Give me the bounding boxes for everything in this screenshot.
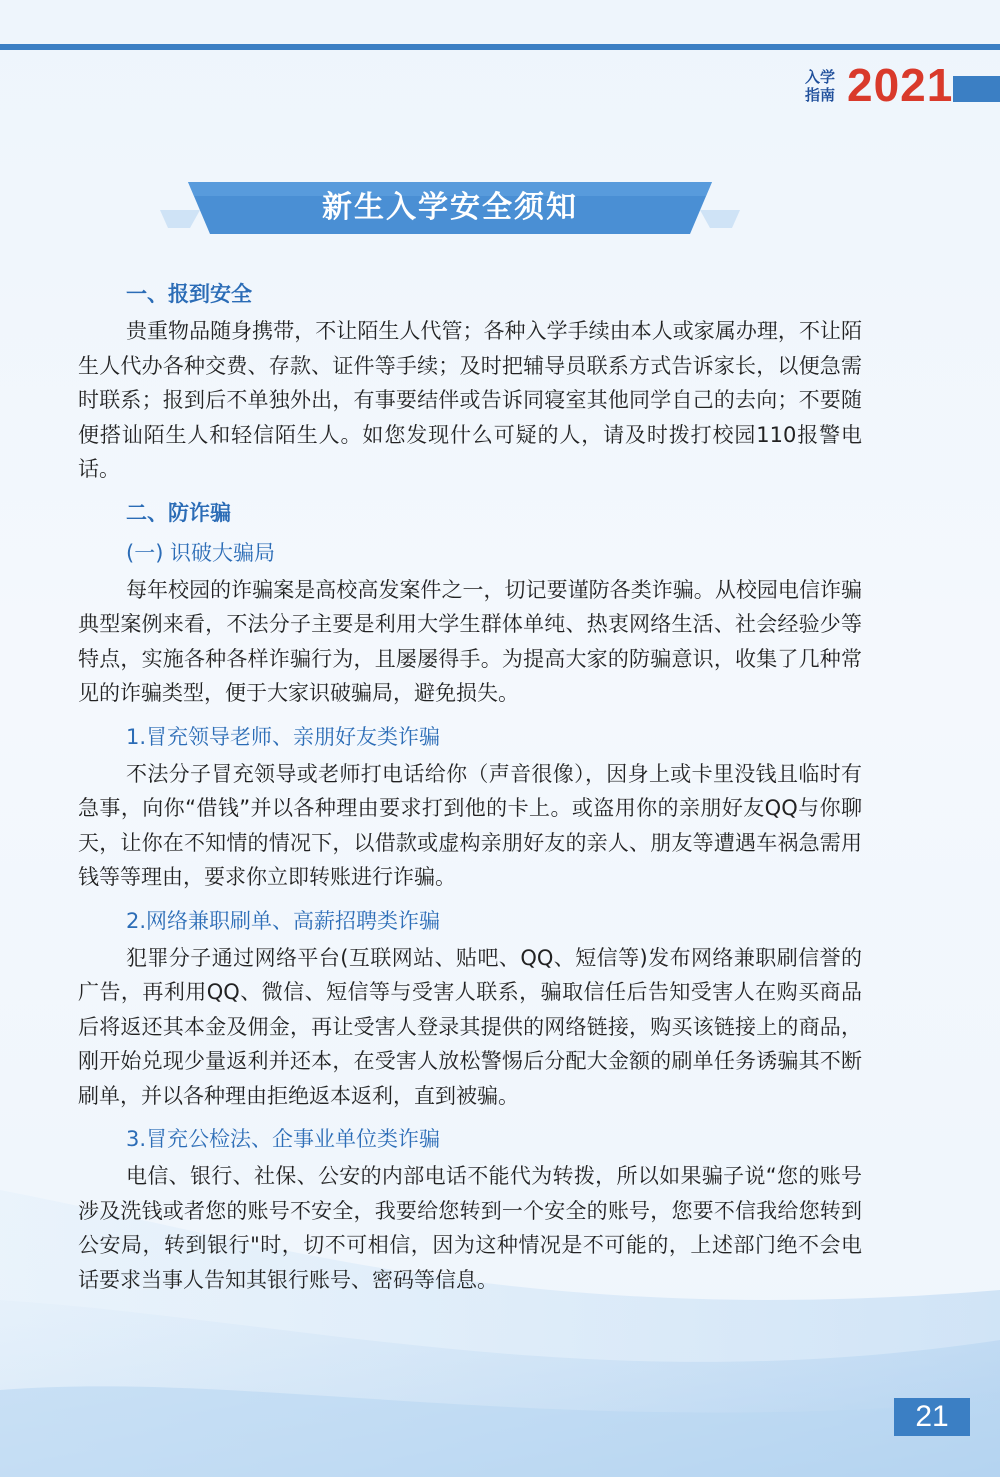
section-heading-anti-fraud: 二、防诈骗 bbox=[126, 500, 231, 525]
guide-line-1: 入学 bbox=[805, 68, 836, 86]
title-banner bbox=[160, 182, 740, 234]
page-title: 新生入学安全须知 bbox=[322, 190, 578, 225]
section-paragraph-registration: 贵重物品随身携带，不让陌生人代管；各种入学手续由本人或家属办理，不让陌生人代办各种交费、存款、证件等手续；及时把辅导员联系方式告诉家长，以便急需时联系；报到后不单独外出，有事要结伴或告诉同寝室其他同学自己的去向；不要随便搭讪陌生人和轻信陌生人。如您发现什么可疑的人，请及时拨打校园110报警电话。 bbox=[78, 319, 862, 481]
page-number: 21 bbox=[894, 1398, 970, 1436]
item-paragraph-online-jobs: 犯罪分子通过网络平台(互联网站、贴吧、QQ、短信等)发布网络兼职刷信誉的广告，再利用QQ、微信、短信等与受害人联系，骗取信任后告知受害人在购买商品后将返还其本金及佣金，再让受害人登录其提供的网络链接，购买该链接上的商品，刚开始兑现少量返利并还本，在受害人放松警惕后分配大金额的刷单任务诱骗其不断刷单，并以各种理由拒绝返本返利，直到被骗。 bbox=[78, 945, 862, 1108]
top-rule bbox=[0, 44, 1000, 50]
article-body bbox=[78, 270, 862, 1303]
guide-line-2: 指南 bbox=[805, 86, 836, 104]
guide-year: 2021 bbox=[847, 59, 954, 111]
guide-label bbox=[805, 68, 845, 104]
guide-year-badge bbox=[805, 59, 1000, 111]
item-heading-online-jobs: 2.网络兼职刷单、高薪招聘类诈骗 bbox=[126, 908, 441, 933]
item-heading-authority-impersonation: 3.冒充公检法、企事业单位类诈骗 bbox=[126, 1127, 441, 1151]
header-accent-bar bbox=[953, 76, 1000, 102]
subheading-recognize-scams: (一) 识破大骗局 bbox=[126, 540, 276, 565]
item-heading-impersonation: 1.冒充领导老师、亲朋好友类诈骗 bbox=[126, 724, 441, 749]
section-paragraph-anti-fraud: 每年校园的诈骗案是高校高发案件之一，切记要谨防各类诈骗。从校园电信诈骗典型案例来看，不法分子主要是利用大学生群体单纯、热衷网络生活、社会经验少等特点，实施各种各样诈骗行为，且屡屡得手。为提高大家的防骗意识，收集了几种常见的诈骗类型，便于大家识破骗局，避免损失。 bbox=[78, 577, 862, 705]
item-paragraph-authority-impersonation: 电信、银行、社保、公安的内部电话不能代为转拨，所以如果骗子说“您的账号涉及洗钱或者您的账号不安全，我要给您转到一个安全的账号，您要不信我给您转到公安局，转到银行"时，切不可相信，因为这种情况是不可能的，上述部门绝不会电话要求当事人告知其银行账号、密码等信息。 bbox=[78, 1164, 862, 1292]
item-paragraph-impersonation: 不法分子冒充领导或老师打电话给你（声音很像），因身上或卡里没钱且临时有急事，向你“借钱”并以各种理由要求打到他的卡上。或盗用你的亲朋好友QQ与你聊天，让你在不知情的情况下，以借款或虚构亲朋好友的亲人、朋友等遭遇车祸急需用钱等等理由，要求你立即转账进行诈骗。 bbox=[78, 761, 862, 889]
section-heading-registration: 一、报到安全 bbox=[126, 282, 252, 306]
